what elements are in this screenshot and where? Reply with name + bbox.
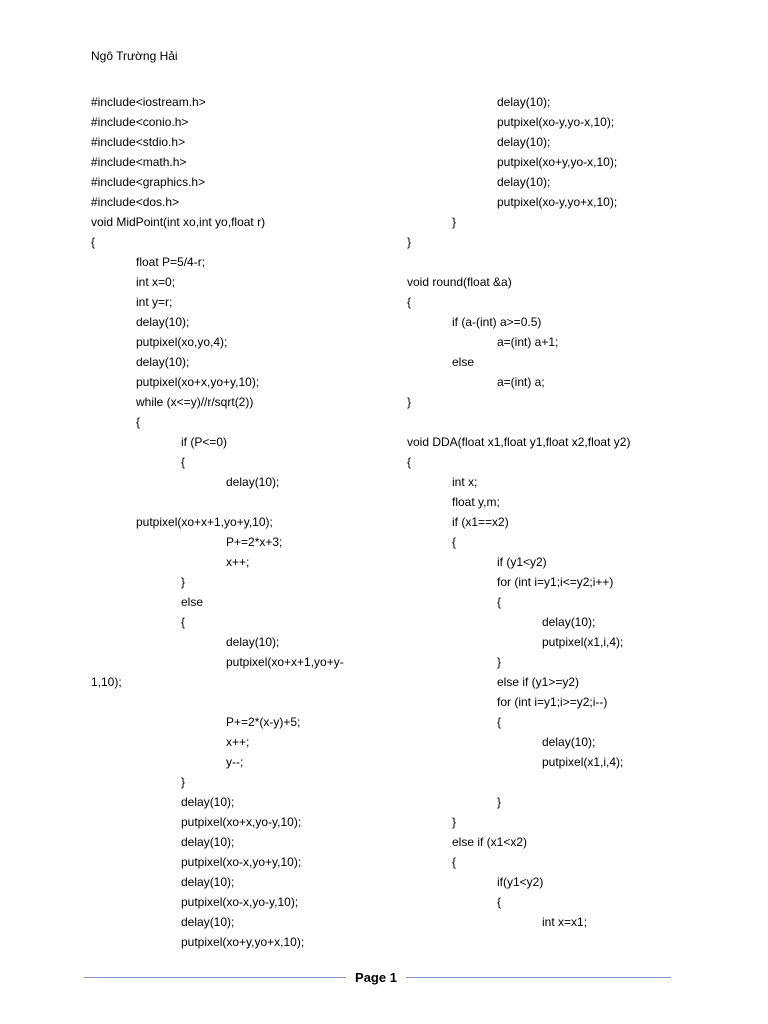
- code-line: }: [407, 235, 412, 249]
- code-line: P+=2*x+3;: [226, 535, 283, 549]
- code-line: putpixel(xo+x+1,yo+y,10);: [136, 515, 273, 529]
- code-line: void DDA(float x1,float y1,float x2,float y2): [407, 435, 631, 449]
- code-line: }: [452, 215, 457, 229]
- code-line: }: [407, 395, 412, 409]
- code-line: void round(float &a): [407, 275, 512, 289]
- code-line: if (a-(int) a>=0.5): [452, 315, 542, 329]
- code-line: y--;: [226, 755, 244, 769]
- code-line: }: [497, 795, 502, 809]
- code-line: putpixel(x1,i,4);: [542, 635, 624, 649]
- footer-rule-right: [406, 977, 671, 978]
- code-line: putpixel(xo-x,yo+y,10);: [181, 855, 302, 869]
- code-line: {: [452, 855, 457, 869]
- code-line: #include<graphics.h>: [91, 175, 206, 189]
- code-line: x++;: [226, 735, 250, 749]
- code-line: {: [181, 615, 186, 629]
- code-line: putpixel(xo-x,yo-y,10);: [181, 895, 299, 909]
- code-line: a=(int) a;: [497, 375, 545, 389]
- code-line: float y,m;: [452, 495, 500, 509]
- code-line: [407, 772, 707, 792]
- code-line: putpixel(xo+x+1,yo+y-: [226, 655, 344, 669]
- code-line: 1,10);: [91, 675, 122, 689]
- code-line: else: [452, 355, 475, 369]
- code-line: x++;: [226, 555, 250, 569]
- code-line: delay(10);: [136, 355, 190, 369]
- code-line: putpixel(xo,yo,4);: [136, 335, 228, 349]
- page-number: Page 1: [355, 970, 397, 985]
- code-line: [91, 692, 391, 712]
- code-column-right: [407, 92, 707, 932]
- code-line: {: [136, 415, 141, 429]
- code-line: int y=r;: [136, 295, 173, 309]
- code-line: for (int i=y1;i<=y2;i++): [497, 575, 614, 589]
- code-line: putpixel(xo+y,yo-x,10);: [497, 155, 618, 169]
- code-line: int x;: [452, 475, 478, 489]
- code-line: if (x1==x2): [452, 515, 509, 529]
- code-line: {: [452, 535, 457, 549]
- code-line: putpixel(xo+y,yo+x,10);: [181, 935, 305, 949]
- code-line: else if (y1>=y2): [497, 675, 580, 689]
- code-line: delay(10);: [497, 95, 551, 109]
- code-line: delay(10);: [136, 315, 190, 329]
- code-line: }: [181, 575, 186, 589]
- code-line: while (x<=y)//r/sqrt(2)): [136, 395, 254, 409]
- code-line: [91, 492, 391, 512]
- code-line: delay(10);: [542, 735, 596, 749]
- code-line: {: [497, 715, 502, 729]
- code-line: #include<math.h>: [91, 155, 187, 169]
- code-line: putpixel(x1,i,4);: [542, 755, 624, 769]
- code-line: [407, 412, 707, 432]
- code-line: if (P<=0): [181, 435, 228, 449]
- code-line: }: [181, 775, 186, 789]
- code-line: {: [407, 455, 412, 469]
- code-line: [407, 252, 707, 272]
- code-line: {: [91, 235, 96, 249]
- code-line: delay(10);: [226, 475, 280, 489]
- code-line: putpixel(xo-y,yo+x,10);: [497, 195, 618, 209]
- code-line: }: [452, 815, 457, 829]
- code-column-left: [91, 92, 391, 952]
- code-line: delay(10);: [497, 135, 551, 149]
- code-line: delay(10);: [181, 835, 235, 849]
- code-line: for (int i=y1;i>=y2;i--): [497, 695, 608, 709]
- code-line: else if (x1<x2): [452, 835, 528, 849]
- code-line: {: [407, 295, 412, 309]
- code-line: int x=x1;: [542, 915, 588, 929]
- code-line: delay(10);: [181, 795, 235, 809]
- code-line: delay(10);: [181, 915, 235, 929]
- document-author: Ngô Trường Hải: [91, 49, 178, 63]
- code-line: {: [497, 595, 502, 609]
- code-line: if (y1<y2): [497, 555, 547, 569]
- code-line: delay(10);: [542, 615, 596, 629]
- code-line: delay(10);: [226, 635, 280, 649]
- footer-rule-left: [84, 977, 346, 978]
- code-line: P+=2*(x-y)+5;: [226, 715, 301, 729]
- code-line: {: [181, 455, 186, 469]
- code-line: #include<conio.h>: [91, 115, 189, 129]
- code-line: {: [497, 895, 502, 909]
- code-line: void MidPoint(int xo,int yo,float r): [91, 215, 266, 229]
- code-line: #include<stdio.h>: [91, 135, 186, 149]
- code-line: putpixel(xo-y,yo-x,10);: [497, 115, 615, 129]
- code-line: #include<iostream.h>: [91, 95, 206, 109]
- code-line: a=(int) a+1;: [497, 335, 559, 349]
- code-line: }: [497, 655, 502, 669]
- code-line: else: [181, 595, 204, 609]
- code-line: float P=5/4-r;: [136, 255, 206, 269]
- code-line: int x=0;: [136, 275, 176, 289]
- code-line: #include<dos.h>: [91, 195, 180, 209]
- code-line: delay(10);: [181, 875, 235, 889]
- code-line: putpixel(xo+x,yo-y,10);: [181, 815, 302, 829]
- code-line: putpixel(xo+x,yo+y,10);: [136, 375, 260, 389]
- page-footer: [0, 966, 768, 990]
- code-line: delay(10);: [497, 175, 551, 189]
- code-line: if(y1<y2): [497, 875, 544, 889]
